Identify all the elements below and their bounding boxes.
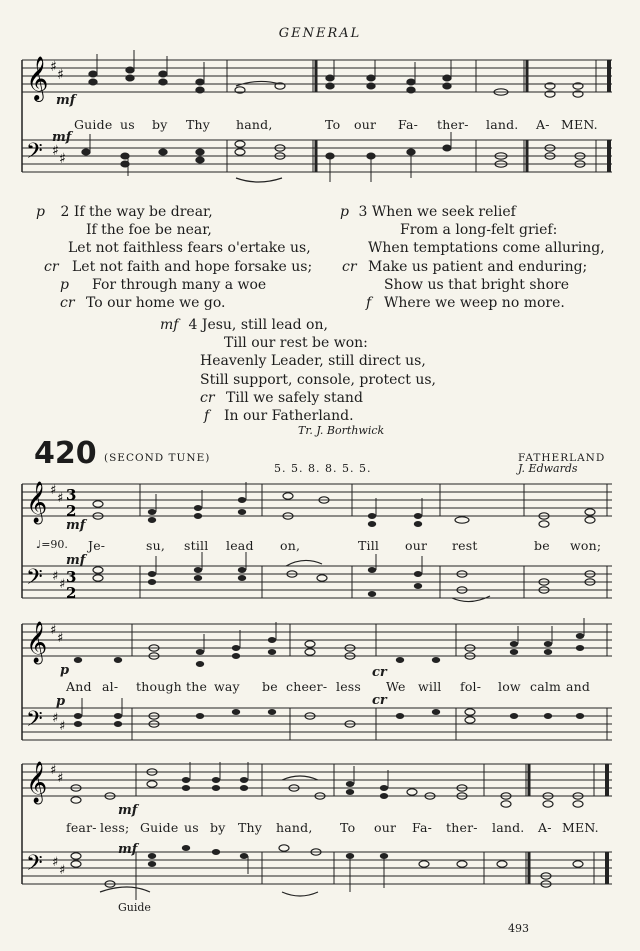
lyric-word: ther- xyxy=(437,117,469,132)
verse-line: cr To our home we go. xyxy=(60,295,226,312)
lyric-word: us xyxy=(120,117,135,132)
verse-line: cr Till we safely stand xyxy=(200,389,363,406)
dynamic-mf-treble: mf xyxy=(56,93,76,108)
lyric-word: us xyxy=(184,820,199,835)
treble-clef-icon: 𝄞 xyxy=(26,56,49,100)
svg-text:♯: ♯ xyxy=(59,577,66,592)
lyric-word: And xyxy=(66,679,92,694)
lyric-word: and xyxy=(566,679,591,694)
svg-text:♯: ♯ xyxy=(50,623,57,638)
bass-clef-icon: 𝄢 xyxy=(26,851,43,881)
translator-credit: Tr. J. Borthwick xyxy=(298,424,385,437)
verse-line: p 3 When we seek relief xyxy=(340,204,516,220)
verse-line: cr Make us patient and enduring; xyxy=(342,258,588,275)
lyric-word: less; xyxy=(100,820,130,835)
lyric-word: hand, xyxy=(236,117,273,132)
verse-line: cr Let not faith and hope forsake us; xyxy=(44,258,313,275)
lyric-word: calm xyxy=(530,679,562,694)
tempo-marking: ♩=90. xyxy=(36,538,68,551)
bass-clef-icon: 𝄢 xyxy=(26,707,43,737)
lyric-word: by xyxy=(152,117,168,132)
dynamic-mf-treble: mf xyxy=(118,803,138,818)
lyric-word: on, xyxy=(280,538,301,553)
lyric-word: by xyxy=(210,820,226,835)
lyric-word: MEN. xyxy=(562,820,599,835)
time-signature-bottom: 2 xyxy=(66,502,77,520)
verse-line: When temptations come alluring, xyxy=(368,240,605,257)
running-header: GENERAL xyxy=(278,26,362,41)
verse-line: f In our Fatherland. xyxy=(204,408,354,425)
lyric-word: A- xyxy=(536,117,550,132)
lyric-word: Fa- xyxy=(412,820,433,835)
bass-clef-icon: 𝄢 xyxy=(26,565,43,595)
lyric-word: su, xyxy=(146,538,166,553)
lyric-word: lead xyxy=(226,538,254,553)
time-signature-top: 3 xyxy=(66,486,77,504)
lyric-word: fear- xyxy=(66,820,97,835)
meter: 5. 5. 8. 8. 5. 5. xyxy=(274,462,372,475)
lyric-word: To xyxy=(325,117,341,132)
verse-3 xyxy=(336,203,636,312)
treble-clef-icon: 𝄞 xyxy=(26,622,48,663)
lyric-word: be xyxy=(534,538,550,553)
verse-4 xyxy=(160,316,480,425)
dynamic-mf-bass: mf xyxy=(118,842,138,857)
lyric-word: our xyxy=(405,538,428,553)
svg-text:♯: ♯ xyxy=(52,569,59,584)
second-tune-label: (SECOND TUNE) xyxy=(104,452,211,464)
lyric-word: MEN. xyxy=(561,117,598,132)
svg-text:♯: ♯ xyxy=(57,67,64,83)
hymn-lyrics-line-1 xyxy=(0,538,640,554)
lyric-word: al- xyxy=(102,679,119,694)
lyric-word: our xyxy=(374,820,397,835)
svg-text:♯: ♯ xyxy=(59,151,66,167)
dynamic-mf-bass: mf xyxy=(52,130,72,145)
bass-clef-icon: 𝄢 xyxy=(26,139,43,169)
svg-text:♯: ♯ xyxy=(57,771,64,786)
lyric-word: Thy xyxy=(186,117,211,132)
lyric-word: Fa- xyxy=(398,117,419,132)
dynamic-mf-bass: mf xyxy=(66,553,86,568)
lyric-word: low xyxy=(498,679,521,694)
svg-text:♯: ♯ xyxy=(50,483,57,498)
lyric-word: won; xyxy=(570,538,602,553)
dynamic-p-bass: p xyxy=(56,694,66,709)
dynamic-cr-bass: cr xyxy=(372,693,387,708)
verse-line: If the foe be near, xyxy=(86,222,212,239)
lyric-word: Till xyxy=(358,538,380,553)
lyric-word: We xyxy=(386,679,406,694)
svg-text:♯: ♯ xyxy=(50,763,57,778)
hymn-lyrics-line-3 xyxy=(0,820,640,836)
verse-line: p For through many a woe xyxy=(60,276,267,293)
time-signature-top: 3 xyxy=(66,568,77,586)
lyric-word: Thy xyxy=(238,820,263,835)
lyric-word: A- xyxy=(538,820,552,835)
verse-line: f Where we weep no more. xyxy=(366,295,565,312)
verse-line: p 2 If the way be drear, xyxy=(36,204,213,220)
bass-cue-word: Guide xyxy=(118,901,151,914)
verse-line: Show us that bright shore xyxy=(384,276,569,293)
lyric-word: still xyxy=(184,538,209,553)
dynamic-mf-treble: mf xyxy=(66,518,86,533)
verse-line: Still support, console, protect us, xyxy=(200,371,436,388)
verse-line: From a long-felt grief: xyxy=(400,222,558,239)
lyric-word: will xyxy=(418,679,442,694)
lyric-word: though xyxy=(136,679,182,694)
lyric-word: Guide xyxy=(140,820,179,835)
composer: J. Edwards xyxy=(518,462,578,475)
lyric-word: land. xyxy=(486,117,519,132)
lyric-word: hand, xyxy=(276,820,313,835)
lyric-word: our xyxy=(354,117,377,132)
verse-line: Let not faithless fears o'ertake us, xyxy=(68,240,311,257)
verse-line: Heavenly Leader, still direct us, xyxy=(200,353,426,370)
tune-name: FATHERLAND xyxy=(518,452,606,464)
hymn-lyrics-line-2 xyxy=(0,679,640,695)
svg-text:♯: ♯ xyxy=(57,631,64,646)
verse-2 xyxy=(36,203,336,312)
lyric-word: Guide xyxy=(74,117,113,132)
svg-text:♯: ♯ xyxy=(59,719,66,734)
first-tune-lyrics xyxy=(0,117,640,133)
svg-text:♯: ♯ xyxy=(57,491,64,506)
svg-text:♯: ♯ xyxy=(59,863,66,878)
lyric-word: land. xyxy=(492,820,525,835)
lyric-word: less xyxy=(336,679,362,694)
svg-text:♯: ♯ xyxy=(52,855,59,870)
time-signature-bottom: 2 xyxy=(66,584,77,602)
lyric-word: way xyxy=(214,679,240,694)
lyric-word: cheer- xyxy=(286,679,328,694)
verse-line: Till our rest be won: xyxy=(224,335,368,352)
hymn-number: 420 xyxy=(34,436,97,471)
lyric-word: be xyxy=(262,679,278,694)
lyric-word: the xyxy=(186,679,208,694)
lyric-word: rest xyxy=(452,538,478,553)
verse-line: mf 4 Jesu, still lead on, xyxy=(160,317,328,333)
lyric-word: ther- xyxy=(446,820,478,835)
lyric-word: Je- xyxy=(88,538,106,553)
svg-text:♯: ♯ xyxy=(52,711,59,726)
page-number: 493 xyxy=(508,922,529,935)
dynamic-p-treble: p xyxy=(60,663,70,678)
svg-text:♯: ♯ xyxy=(52,143,59,159)
svg-text:♯: ♯ xyxy=(50,59,57,75)
lyric-word: To xyxy=(340,820,356,835)
dynamic-cr-treble: cr xyxy=(372,665,387,680)
treble-clef-icon: 𝄞 xyxy=(26,762,48,803)
treble-clef-icon: 𝄞 xyxy=(26,482,48,523)
lyric-word: fol- xyxy=(460,679,482,694)
